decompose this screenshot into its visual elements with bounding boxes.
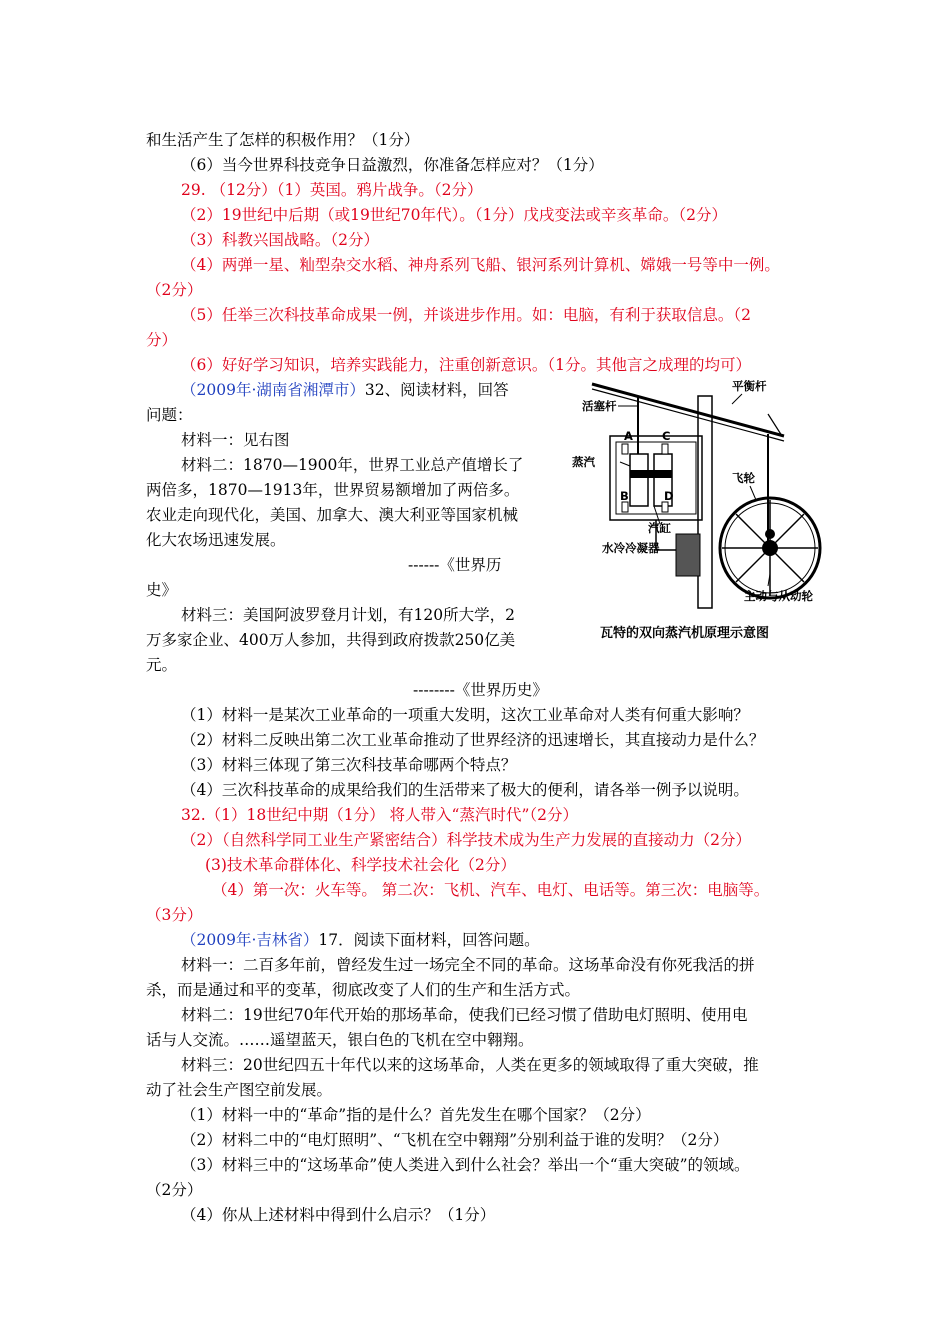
label-a: A — [624, 429, 633, 443]
material-line: 材料三：美国阿波罗登月计划，有120所大学，2 — [181, 606, 515, 624]
label-c: C — [662, 429, 671, 443]
source-tag: （2009年·湖南省湘潭市） — [181, 381, 365, 399]
answer-line: 32.（1）18世纪中期（1分） 将人带入“蒸汽时代”（2分） — [181, 806, 578, 824]
text-line: 问题： — [146, 406, 193, 424]
question-heading — [181, 930, 540, 950]
answer-line: （4）两弹一星、籼型杂交水稻、神舟系列飞船、银河系列计算机、嫦娥一号等中一例。 — [181, 256, 780, 274]
answer-line: （2分） — [146, 281, 203, 299]
answer-line: (3)技术革命群体化、科学技术社会化（2分） — [205, 856, 516, 874]
condenser — [676, 534, 700, 576]
material-line: 杀，而是通过和平的变革，彻底改变了人们的生产和生活方式。 — [146, 981, 581, 999]
material-line: 材料一：见右图 — [181, 431, 290, 449]
answer-line: 分） — [146, 331, 178, 349]
label-flywheel: 飞轮 — [732, 471, 755, 485]
valve-b — [622, 502, 628, 512]
answer-line: （5）任举三次科技革命成果一例，并谈进步作用。如：电脑，有利于获取信息。（2 — [181, 306, 751, 324]
material-line: 元。 — [146, 656, 178, 674]
material-line: 话与人交流。……遥望蓝天，银白色的飞机在空中翱翔。 — [146, 1031, 534, 1049]
gear-wheel — [765, 529, 775, 539]
material-line: 材料三：20世纪四五十年代以来的这场革命，人类在更多的领域取得了重大突破，推 — [181, 1056, 759, 1074]
label-d: D — [664, 489, 674, 503]
citation: ------《世界历 — [408, 556, 502, 574]
answer-line: （3）科教兴国战略。（2分） — [181, 231, 379, 249]
question-line: （3）材料三中的“这场革命”使人类进入到什么社会？举出一个“重大突破”的领域。 — [181, 1156, 750, 1174]
material-line: 化大农场迅速发展。 — [146, 531, 286, 549]
material-line: 动了社会生产图空前发展。 — [146, 1081, 333, 1099]
flywheel-label-line — [750, 486, 756, 500]
answer-line: （3分） — [146, 906, 203, 924]
answer-line: （2）19世纪中后期（或19世纪70年代）。（1分）戊戌变法或辛亥革命。（2分） — [181, 206, 728, 224]
label-gear: 主动与从动轮 — [744, 589, 813, 603]
steam-label-line — [620, 462, 630, 466]
valve-a — [622, 444, 628, 454]
question-title: 32、阅读材料，回答 — [364, 381, 509, 399]
flywheel-hub — [762, 540, 778, 556]
label-steam: 蒸汽 — [572, 455, 595, 469]
steam-engine-diagram — [572, 374, 830, 618]
question-title: 17．阅读下面材料，回答问题。 — [318, 931, 540, 949]
material-line: 材料二：19世纪70年代开始的那场革命，使我们已经习惯了借助电灯照明、使用电 — [181, 1006, 748, 1024]
steam-engine-figure — [572, 374, 830, 654]
question-line: （3）材料三体现了第三次科技革命哪两个特点？ — [181, 756, 517, 774]
material-line: 材料一：二百多年前，曾经发生过一场完全不同的革命。这场革命没有你死我活的拼 — [181, 956, 755, 974]
label-cylinder: 汽缸 — [648, 521, 671, 535]
figure-caption: 瓦特的双向蒸汽机原理示意图 — [600, 626, 770, 641]
label-piston: 活塞杆 — [582, 399, 617, 413]
text-line: 和生活产生了怎样的积极作用？（1分） — [146, 131, 420, 149]
source-tag: （2009年·吉林省） — [181, 931, 319, 949]
material-line: 两倍多，1870—1913年，世界贸易额增加了两倍多。 — [146, 481, 520, 499]
label-balance: 平衡杆 — [732, 379, 767, 393]
question-line: （1）材料一是某次工业革命的一项重大发明，这次工业革命对人类有何重大影响？ — [181, 706, 749, 724]
label-condenser: 水冷冷凝器 — [602, 541, 660, 555]
valve-c — [662, 444, 668, 454]
answer-line: （4）第一次：火车等。 第二次：飞机、汽车、电灯、电话等。第三次：电脑等。 — [212, 881, 770, 899]
question-heading — [181, 380, 509, 400]
label-b: B — [620, 489, 629, 503]
question-line: （2分） — [146, 1181, 203, 1199]
question-line: （1）材料一中的“革命”指的是什么？首先发生在哪个国家？（2分） — [181, 1106, 651, 1124]
answer-line: （6）好好学习知识，培养实践能力，注重创新意识。（1分。其他言之成理的均可） — [181, 356, 751, 374]
question-line: （2）材料二中的“电灯照明”、“飞机在空中翱翔”分别利益于谁的发明？（2分） — [181, 1131, 729, 1149]
question-line: （2）材料二反映出第二次工业革命推动了世界经济的迅速增长，其直接动力是什么？ — [181, 731, 765, 749]
answer-line: 29. （12分）（1）英国。鸦片战争。（2分） — [181, 181, 483, 199]
cylinder-left — [630, 454, 648, 506]
piston — [630, 470, 672, 478]
valve-d — [662, 502, 668, 512]
beam-label-line — [732, 394, 742, 404]
answer-line: （2）（自然科学同工业生产紧密结合）科学技术成为生产力发展的直接动力（2分） — [181, 831, 751, 849]
question-line: （4）三次科技革命的成果给我们的生活带来了极大的便利，请各举一例予以说明。 — [181, 781, 749, 799]
question-line: （6）当今世界科技竞争日益激烈，你准备怎样应对？（1分） — [181, 156, 604, 174]
question-line: （4）你从上述材料中得到什么启示？（1分） — [181, 1206, 496, 1224]
material-line: 农业走向现代化，美国、加拿大、澳大利亚等国家机械 — [146, 506, 519, 524]
citation: 史》 — [146, 581, 178, 599]
citation: --------《世界历史》 — [413, 681, 548, 699]
balance-beam-edge — [592, 389, 784, 441]
material-line: 万多家企业、400万人参加，共得到政府拨款250亿美 — [146, 631, 516, 649]
material-line: 材料二：1870—1900年，世界工业总产值增长了 — [181, 456, 524, 474]
